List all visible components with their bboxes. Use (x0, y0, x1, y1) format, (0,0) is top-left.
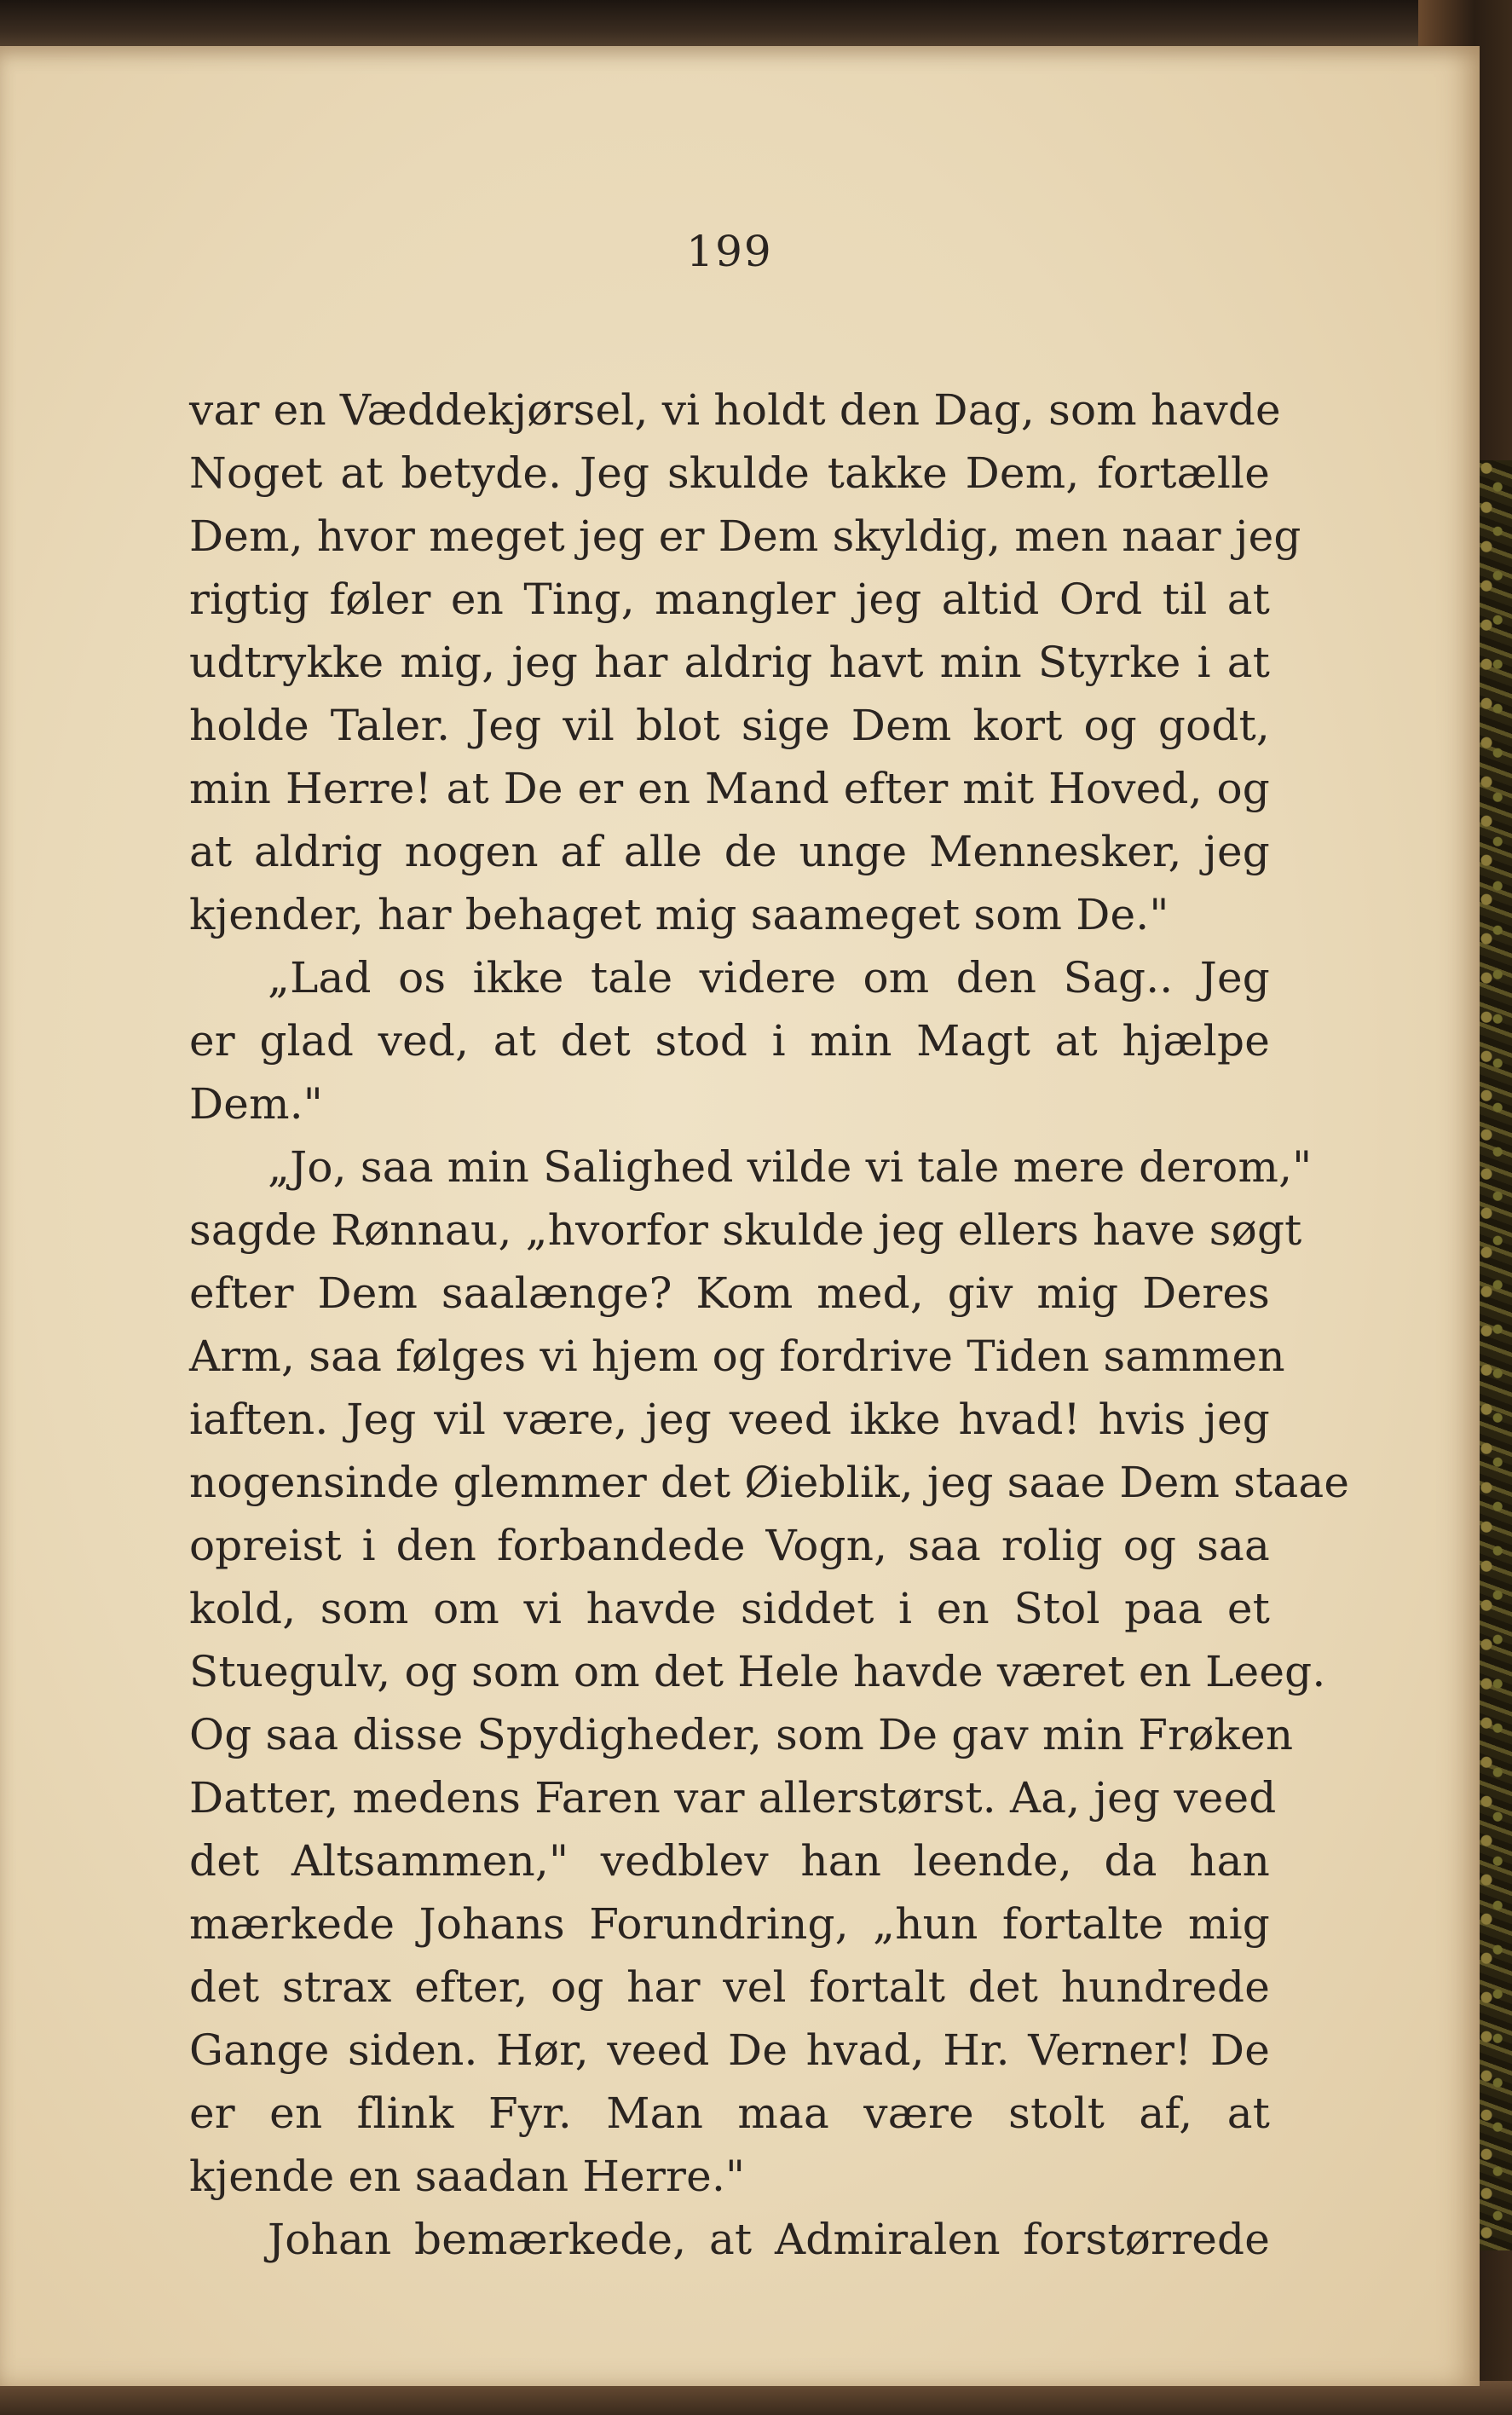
page-number: 199 (686, 227, 773, 276)
text-line: „Lad os ikke tale videre om den Sag.. Jeg (268, 953, 1270, 1002)
text-line: det strax efter, og har vel fortalt det hundrede (189, 1962, 1270, 2012)
text-line: at aldrig nogen af alle de unge Mennesker, jeg (189, 827, 1270, 876)
text-line: nogensinde glemmer det Øieblik, jeg saae Dem staae (189, 1458, 1350, 1507)
text-line: kjende en saadan Herre." (189, 2152, 746, 2201)
text-line: Johan bemærkede, at Admiralen forstørrede (268, 2215, 1270, 2264)
text-line: Noget at betyde. Jeg skulde takke Dem, fortælle (189, 448, 1270, 498)
text-line: rigtig føler en Ting, mangler jeg altid Ord til at (189, 575, 1270, 624)
text-line: Dem, hvor meget jeg er Dem skyldig, men naar jeg (189, 511, 1301, 561)
text-line: Arm, saa følges vi hjem og fordrive Tiden sammen (189, 1332, 1285, 1381)
text-line: min Herre! at De er en Mand efter mit Hoved, og (189, 764, 1270, 813)
text-line: iaften. Jeg vil være, jeg veed ikke hvad! hvis jeg (189, 1395, 1270, 1444)
text-line: er glad ved, at det stod i min Magt at hjælpe (189, 1016, 1270, 1066)
text-line: holde Taler. Jeg vil blot sige Dem kort og godt, (189, 701, 1270, 750)
text-line: det Altsammen," vedblev han leende, da han (189, 1836, 1270, 1886)
text-line: Gange siden. Hør, veed De hvad, Hr. Verner! De (189, 2025, 1270, 2075)
text-line: kold, som om vi havde siddet i en Stol paa et (189, 1584, 1270, 1633)
text-line: mærkede Johans Forundring, „hun fortalte mig (189, 1899, 1270, 1949)
text-line: er en flink Fyr. Man maa være stolt af, at (189, 2089, 1270, 2138)
text-line: efter Dem saalænge? Kom med, giv mig Deres (189, 1268, 1270, 1318)
text-line: Datter, medens Faren var allerstørst. Aa, jeg veed (189, 1773, 1277, 1823)
marbled-cover (1476, 460, 1512, 2250)
text-line: var en Væddekjørsel, vi holdt den Dag, som havde (189, 385, 1281, 435)
text-line: sagde Rønnau, „hvorfor skulde jeg ellers have søgt (189, 1205, 1302, 1255)
text-line: opreist i den forbandede Vogn, saa rolig og saa (189, 1521, 1270, 1570)
page-surface (0, 46, 1480, 2386)
book-top-edge (0, 0, 1512, 53)
text-line: kjender, har behaget mig saameget som De." (189, 890, 1169, 939)
text-line: „Jo, saa min Salighed vilde vi tale mere derom," (268, 1142, 1313, 1192)
text-line: Dem." (189, 1079, 323, 1129)
text-line: Og saa disse Spydigheder, som De gav min Frøken (189, 1710, 1294, 1759)
text-line: Stuegulv, og som om det Hele havde været en Leeg. (189, 1647, 1326, 1696)
book-bottom-edge (0, 2381, 1512, 2415)
text-line: udtrykke mig, jeg har aldrig havt min Styrke i at (189, 638, 1270, 687)
